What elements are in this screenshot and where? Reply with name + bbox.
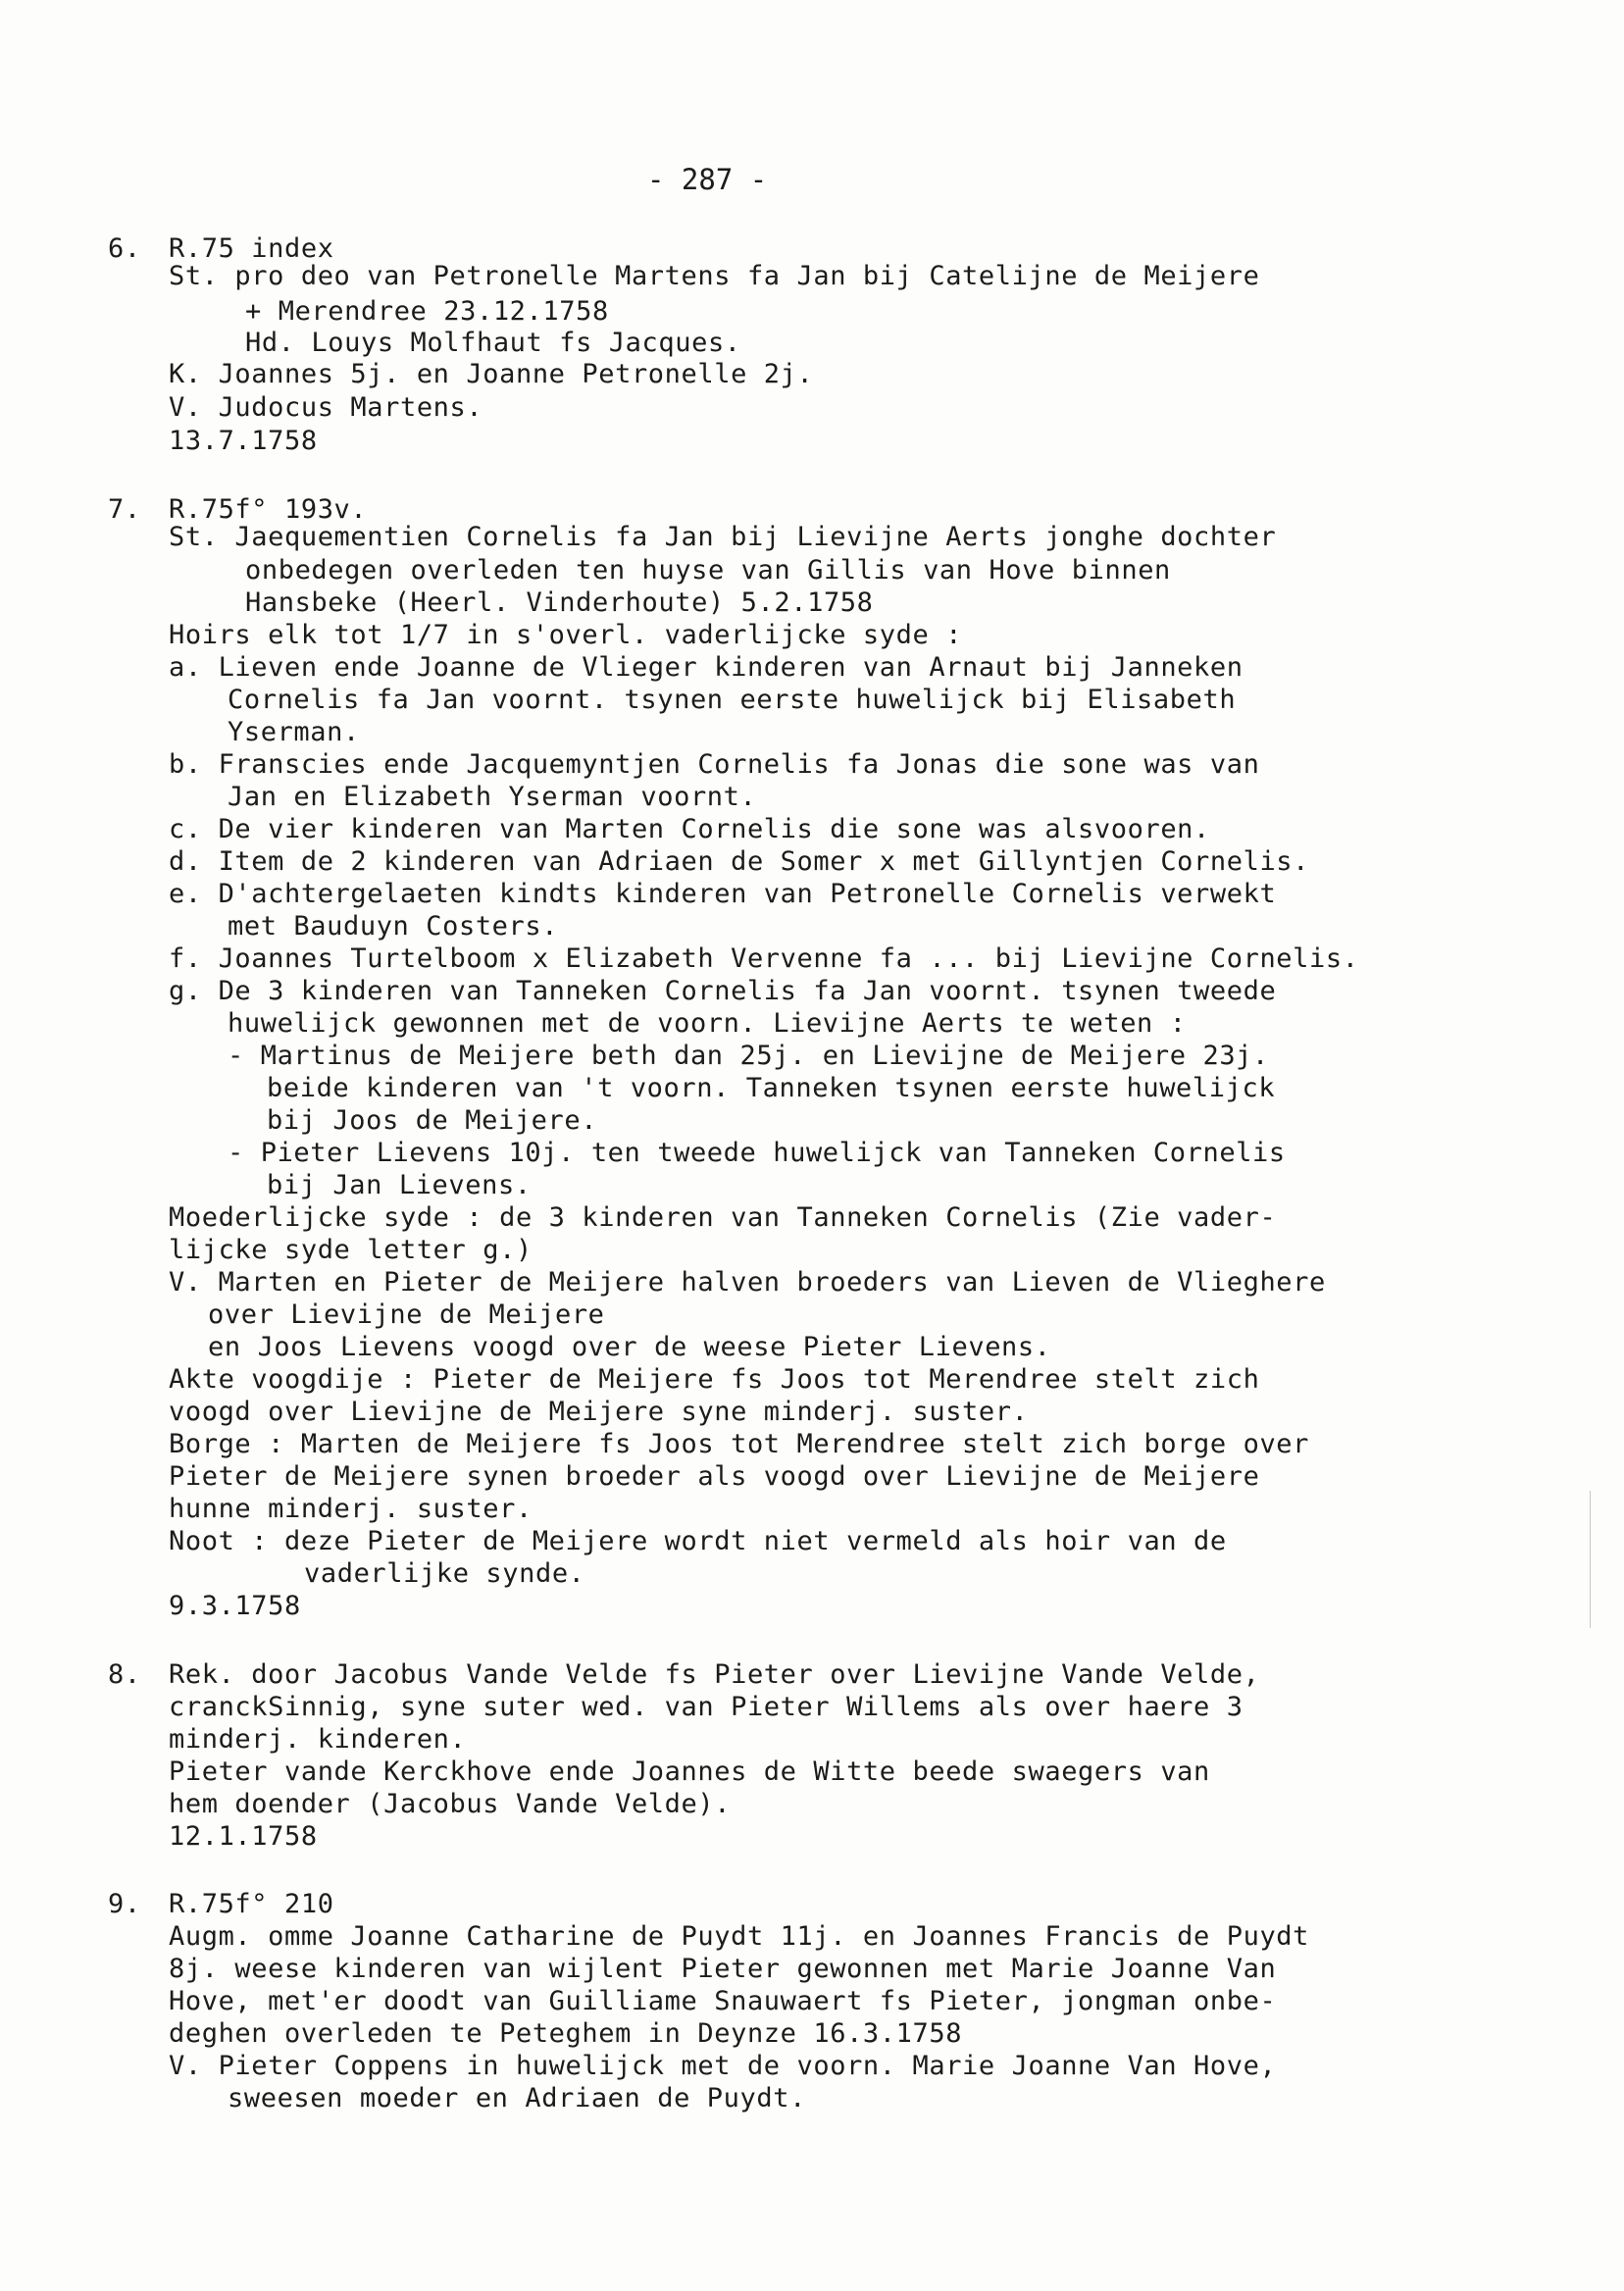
entry-line: a. Lieven ende Joanne de Vlieger kinderen van Arnaut bij Janneken (169, 652, 1243, 683)
entry-line: V. Pieter Coppens in huwelijck met de voorn. Marie Joanne Van Hove, (169, 2051, 1277, 2081)
entry-line: R.75f° 193v. (169, 494, 368, 525)
scan-margin-line (1590, 1491, 1591, 1628)
entry-number: 8. (108, 1659, 141, 1690)
entry-line: + Merendree 23.12.1758 (245, 296, 609, 327)
entry-line: bij Joos de Meijere. (267, 1105, 598, 1136)
entry-line: minderj. kinderen. (169, 1724, 467, 1755)
entry-line: St. Jaequementien Cornelis fa Jan bij Lievijne Aerts jonghe dochter (169, 522, 1277, 552)
entry-line: Borge : Marten de Meijere fs Joos tot Merendree stelt zich borge over (169, 1429, 1310, 1459)
entry-line: en Joos Lievens voogd over de weese Pieter Lievens. (208, 1332, 1051, 1362)
entry-line: Hd. Louys Molfhaut fs Jacques. (245, 328, 741, 358)
entry-line: vaderlijke synde. (304, 1558, 585, 1589)
entry-line: Moederlijcke syde : de 3 kinderen van Tanneken Cornelis (Zie vader- (169, 1202, 1277, 1233)
entry-line: V. Marten en Pieter de Meijere halven broeders van Lieven de Vlieghere (169, 1267, 1326, 1298)
entry-line: - Martinus de Meijere beth dan 25j. en Lievijne de Meijere 23j. (228, 1041, 1269, 1071)
entry-line: St. pro deo van Petronelle Martens fa Jan bij Catelijne de Meijere (169, 261, 1260, 291)
entry-line: Pieter de Meijere synen broeder als voogd over Lievijne de Meijere (169, 1461, 1260, 1492)
entry-line: Akte voogdije : Pieter de Meijere fs Joos tot Merendree stelt zich (169, 1364, 1260, 1395)
entry-line: lijcke syde letter g.) (169, 1235, 533, 1265)
entry-line: 8j. weese kinderen van wijlent Pieter gewonnen met Marie Joanne Van (169, 1954, 1277, 1984)
entry-line: - Pieter Lievens 10j. ten tweede huwelijck van Tanneken Cornelis (228, 1138, 1286, 1168)
page-number: - 287 - (647, 163, 768, 196)
entry-line: R.75f° 210 (169, 1889, 334, 1919)
entry-line: onbedegen overleden ten huyse van Gillis van Hove binnen (245, 555, 1171, 585)
entry-line: R.75 index (169, 233, 334, 264)
entry-number: 6. (108, 233, 141, 264)
entry-number: 9. (108, 1889, 141, 1919)
entry-line: Hoirs elk tot 1/7 in s'overl. vaderlijcke syde : (169, 620, 963, 650)
entry-line: c. De vier kinderen van Marten Cornelis die sone was alsvooren. (169, 814, 1210, 844)
entry-line: cranckSinnig, syne suter wed. van Pieter Willems als over haere 3 (169, 1692, 1243, 1722)
entry-line: hunne minderj. suster. (169, 1494, 533, 1524)
entry-line: beide kinderen van 't voorn. Tanneken tsynen eerste huwelijck (267, 1073, 1276, 1103)
entry-line: Cornelis fa Jan voornt. tsynen eerste huwelijck bij Elisabeth (228, 685, 1237, 715)
entry-line: K. Joannes 5j. en Joanne Petronelle 2j. (169, 359, 814, 389)
entry-line: over Lievijne de Meijere (208, 1299, 605, 1330)
entry-line: Augm. omme Joanne Catharine de Puydt 11j. en Joannes Francis de Puydt (169, 1921, 1310, 1952)
entry-line: f. Joannes Turtelboom x Elizabeth Vervenne fa ... bij Lievijne Cornelis. (169, 943, 1359, 974)
entry-line: Noot : deze Pieter de Meijere wordt niet vermeld als hoir van de (169, 1526, 1227, 1556)
entry-line: hem doender (Jacobus Vande Velde). (169, 1789, 732, 1819)
entry-line: d. Item de 2 kinderen van Adriaen de Somer x met Gillyntjen Cornelis. (169, 846, 1310, 877)
entry-line: 12.1.1758 (169, 1821, 318, 1852)
entry-number: 7. (108, 494, 141, 525)
entry-line: Rek. door Jacobus Vande Velde fs Pieter over Lievijne Vande Velde, (169, 1659, 1260, 1690)
entry-line: 13.7.1758 (169, 426, 318, 456)
entry-line: Jan en Elizabeth Yserman voornt. (228, 782, 757, 812)
entry-line: e. D'achtergelaeten kindts kinderen van Petronelle Cornelis verwekt (169, 879, 1277, 909)
entry-line: met Bauduyn Costers. (228, 911, 559, 942)
entry-line: sweesen moeder en Adriaen de Puydt. (228, 2083, 806, 2113)
entry-line: Hove, met'er doodt van Guilliame Snauwaert fs Pieter, jongman onbe- (169, 1986, 1277, 2016)
entry-line: 9.3.1758 (169, 1591, 301, 1621)
entry-line: Yserman. (228, 717, 360, 747)
entry-line: huwelijck gewonnen met de voorn. Lievijne Aerts te weten : (228, 1008, 1187, 1039)
entry-line: Hansbeke (Heerl. Vinderhoute) 5.2.1758 (245, 587, 874, 618)
entry-line: g. De 3 kinderen van Tanneken Cornelis fa Jan voornt. tsynen tweede (169, 976, 1277, 1006)
entry-line: bij Jan Lievens. (267, 1170, 532, 1200)
entry-line: b. Franscies ende Jacquemyntjen Cornelis fa Jonas die sone was van (169, 749, 1260, 780)
entry-line: V. Judocus Martens. (169, 392, 483, 423)
entry-line: voogd over Lievijne de Meijere syne minderj. suster. (169, 1397, 1029, 1427)
entry-line: Pieter vande Kerckhove ende Joannes de Witte beede swaegers van (169, 1756, 1210, 1787)
entry-line: deghen overleden te Peteghem in Deynze 16.3.1758 (169, 2018, 963, 2049)
